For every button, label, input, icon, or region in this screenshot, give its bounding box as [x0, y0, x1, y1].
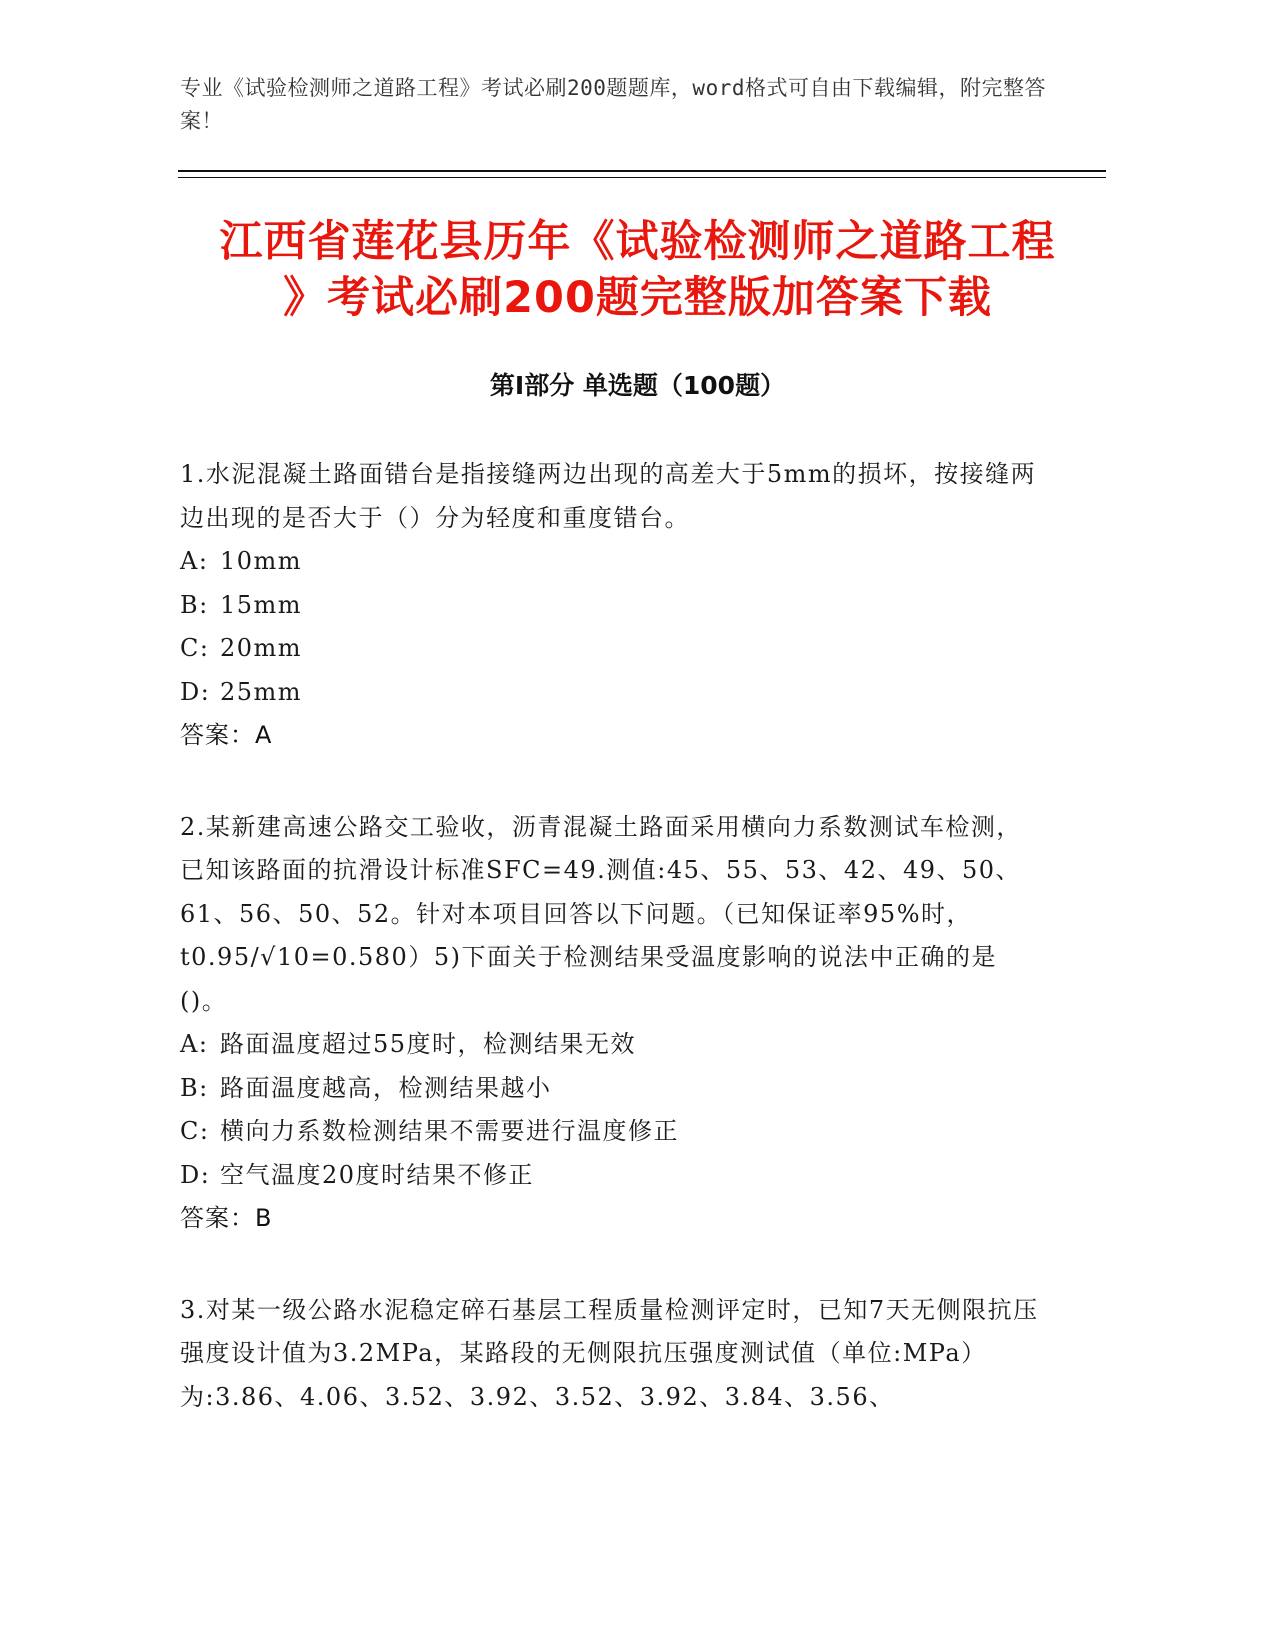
answer-line — [180, 1197, 1040, 1241]
answer-label: 答案： — [180, 1204, 255, 1232]
option-key: D: — [180, 677, 211, 706]
option-text: 空气温度20度时结果不修正 — [220, 1160, 535, 1189]
option-a — [180, 540, 1040, 584]
option-text: 15mm — [220, 590, 303, 619]
option-key: C: — [180, 634, 210, 662]
question-3 — [180, 1289, 1040, 1420]
option-b — [180, 1067, 1040, 1111]
option-key: A: — [180, 547, 209, 575]
option-key: C: — [180, 1117, 210, 1145]
question-stem: 1.水泥混凝土路面错台是指接缝两边出现的高差大于5mm的损坏，按接缝两边出现的是否大于（）分为轻度和重度错台。 — [180, 460, 1037, 532]
option-b — [180, 584, 1040, 628]
header-rule-thick — [178, 170, 1106, 172]
question-stem: 2.某新建高速公路交工验收，沥青混凝土路面采用横向力系数测试车检测，已知该路面的抗滑设计标准SFC=49.测值:45、55、53、42、49、50、61、56、50、52。针对本项目回答以下问题。（已知保证率95%时，t0.95/√10=0.580）5)下面关于检测结果受温度影响的说法中正确的是()。 — [180, 812, 1022, 1015]
option-text: 25mm — [220, 677, 303, 706]
section-title: 第Ⅰ部分 单选题（100题） — [489, 371, 786, 400]
answer-value: A — [255, 721, 273, 749]
option-d — [180, 671, 1040, 715]
option-key: D: — [180, 1160, 211, 1189]
option-key: B: — [180, 1073, 209, 1102]
option-text: 10mm — [220, 547, 303, 575]
option-text: 路面温度越高，检测结果越小 — [220, 1073, 552, 1102]
question-1 — [180, 453, 1040, 758]
option-key: B: — [180, 590, 209, 619]
option-key: A: — [180, 1030, 209, 1058]
answer-value: B — [255, 1204, 273, 1232]
option-text: 20mm — [220, 634, 303, 662]
document-title — [120, 214, 1155, 326]
option-c — [180, 1110, 1040, 1154]
answer-line — [180, 714, 1040, 758]
option-a — [180, 1023, 1040, 1067]
document-title-line-2: 》考试必刷200题完整版加答案下载 — [283, 273, 992, 323]
option-text: 路面温度超过55度时，检测结果无效 — [220, 1030, 637, 1058]
question-list — [180, 453, 1040, 1467]
question-2 — [180, 806, 1040, 1241]
document-title-line-1: 江西省莲花县历年《试验检测师之道路工程 — [219, 217, 1056, 267]
header-note: 专业《试验检测师之道路工程》考试必刷200题题库，word格式可自由下载编辑，附完整答案！ — [180, 76, 1046, 133]
header-rule-thin — [178, 177, 1106, 178]
question-stem: 3.对某一级公路水泥稳定碎石基层工程质量检测评定时，已知7天无侧限抗压强度设计值为3.2MPa，某路段的无侧限抗压强度测试值（单位:MPa）为:3.86、4.06、3.52、3.92、3.52、3.92、3.84、3.56、 — [180, 1295, 1039, 1411]
option-text: 横向力系数检测结果不需要进行温度修正 — [220, 1117, 679, 1145]
option-c — [180, 627, 1040, 671]
answer-label: 答案： — [180, 721, 255, 749]
option-d — [180, 1154, 1040, 1198]
